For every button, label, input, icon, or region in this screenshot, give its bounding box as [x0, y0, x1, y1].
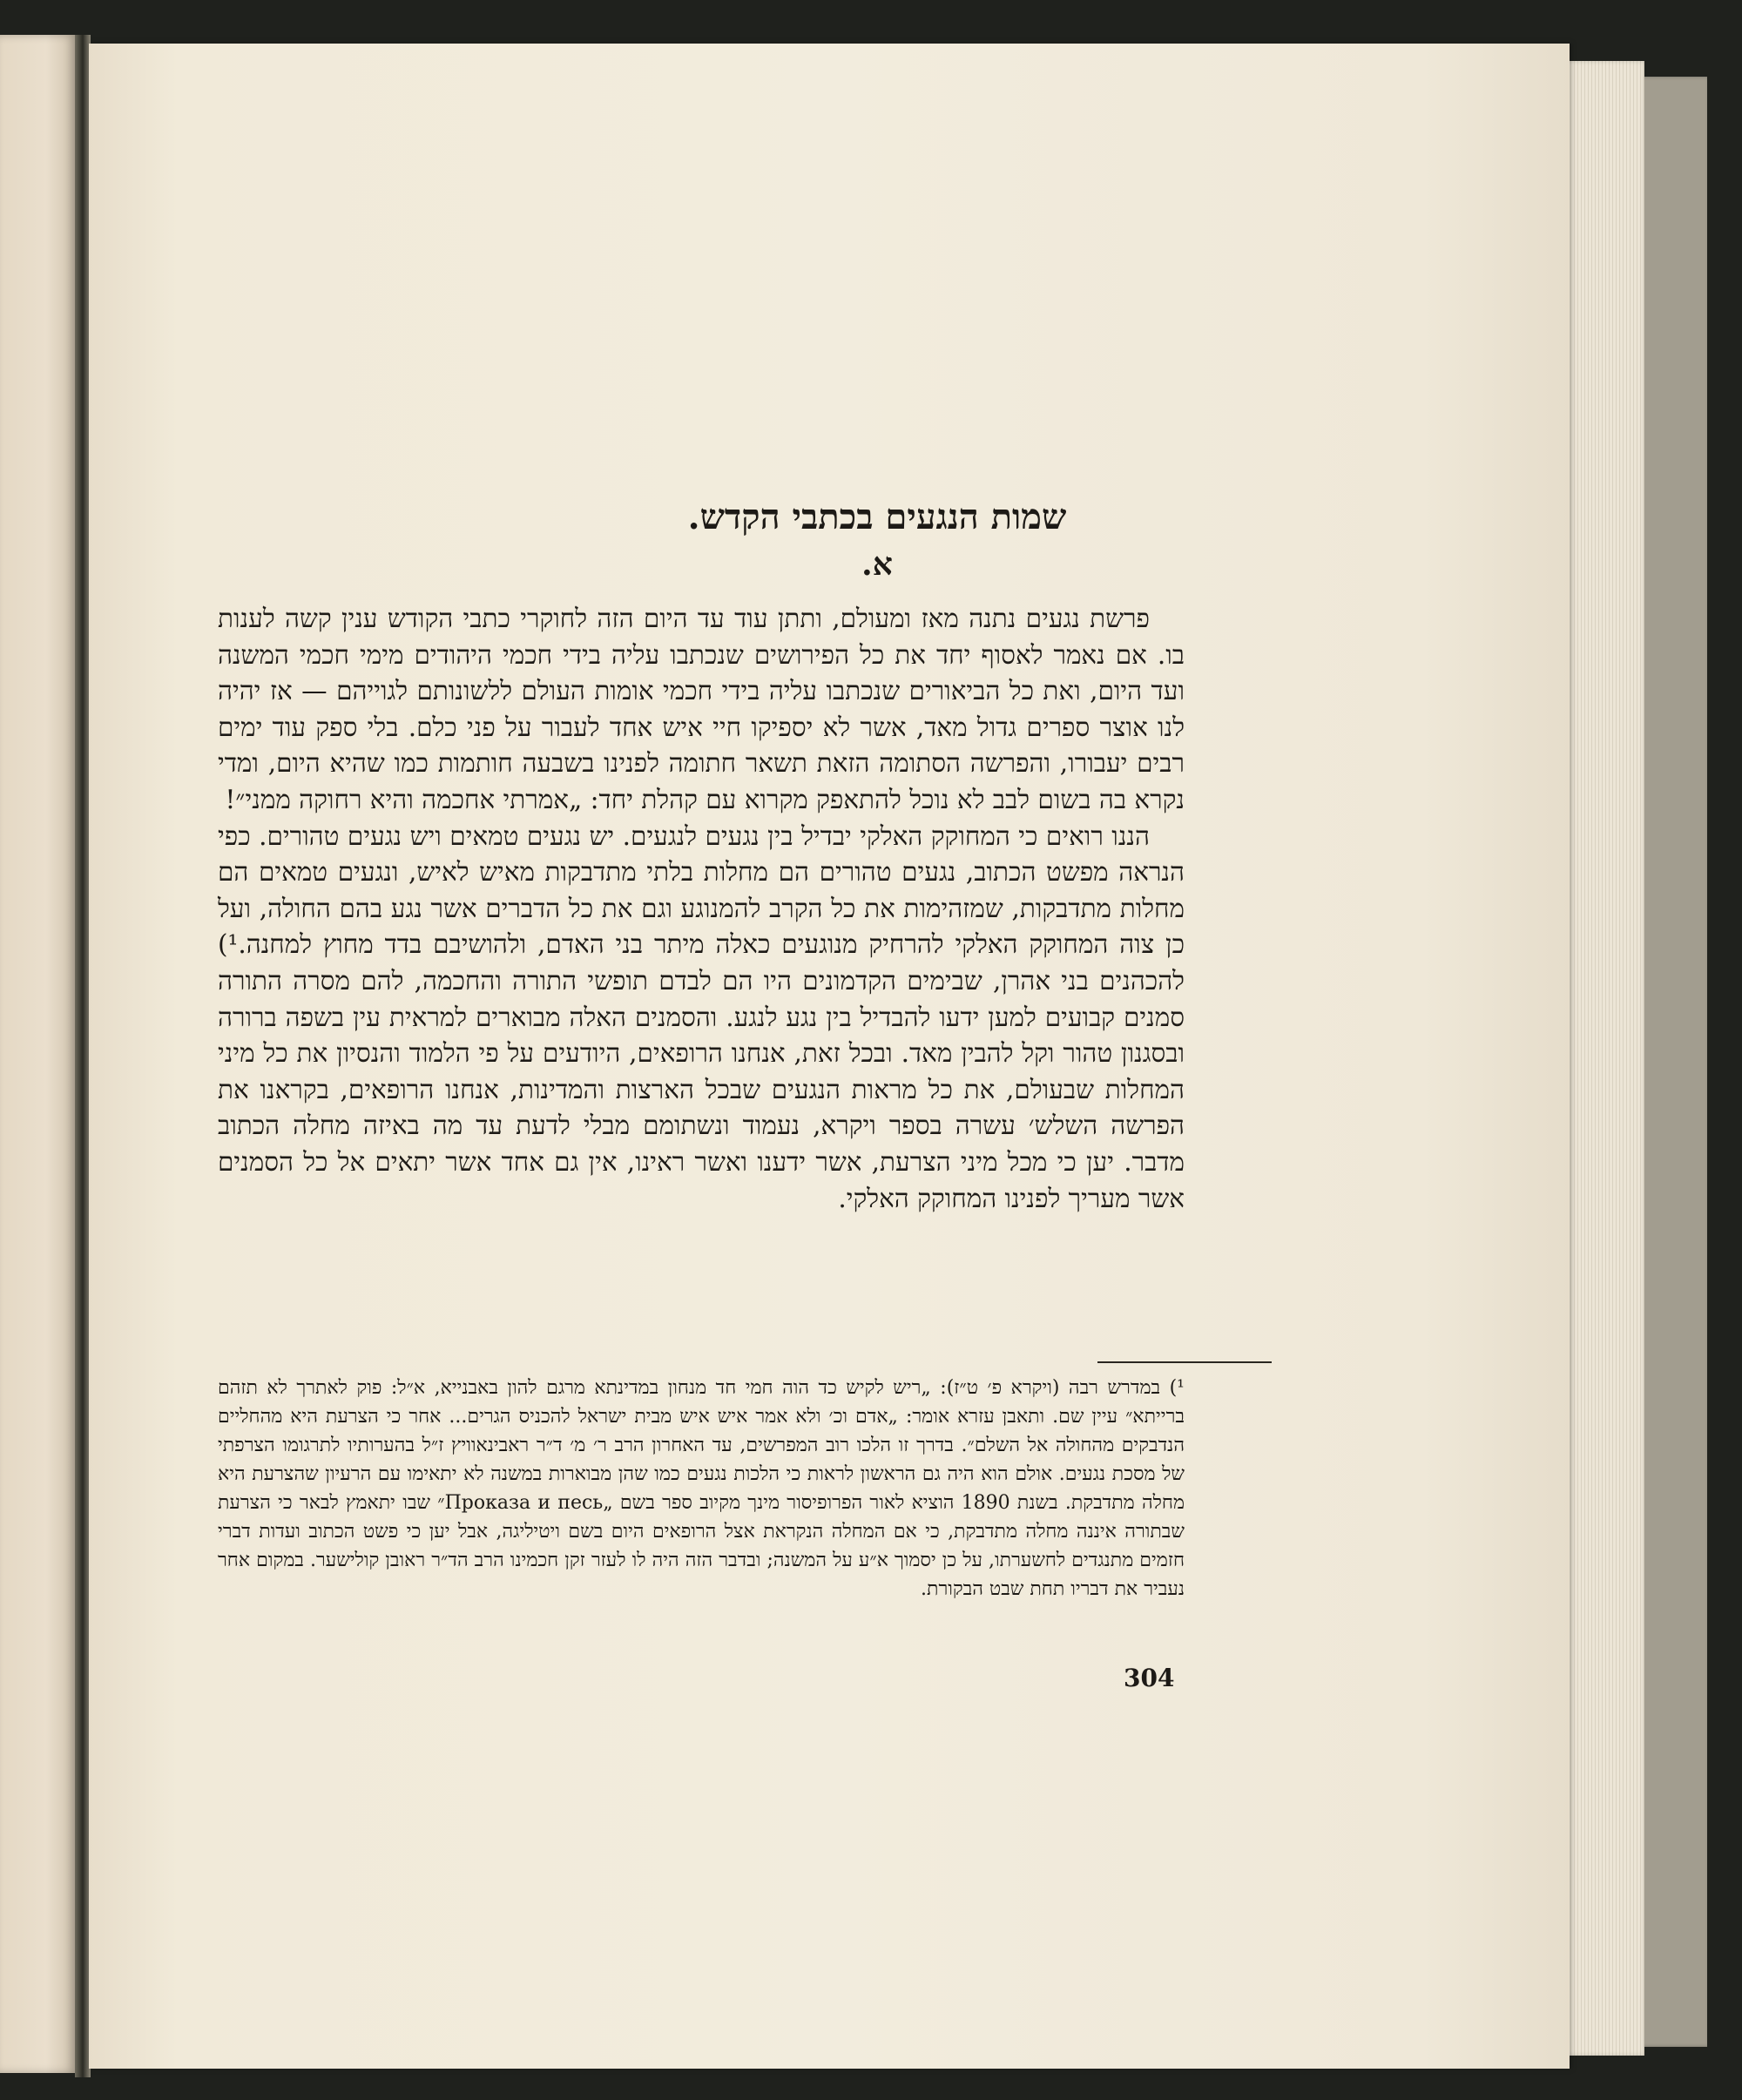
- footnote-text: ¹) במדרש רבה (ויקרא פ׳ ט״ז): „ריש לקיש כד הוה חמי חד מנחון במדינתא מרגם להון באבנייא, א״ל: פוק לאתרך לא תזהם ברייתא״ עיין שם. ותאבן עזרא אומר: „אדם וכ׳ ולא אמר איש איש מבית ישראל להכניס הגרים... אחר כי הצרעת היא מהחליים הנדבקים מהחולה אל השלם״. בדרך זו הלכו רוב המפרשים, עד האחרון הרב ר׳ מ׳ ד״ר ראבינאוויץ ז״ל בהערותיו לתרגומו הצרפתי של מסכת נגעים. אולם הוא היה גם הראשון לראות כי הלכות נגעים כמו שהן מבוארות במשנה לא יתאימו עם הרעיון שהצרעת היא מחלה מתדבקת. בשנת 1890 הוציא לאור הפרופיסור מינך מקיוב ספר בשם „Проказа и песь״ שבו יתאמץ לבאר כי הצרעת שבתורה איננה מחלה מתדבקת, כי אם המחלה הנקראת אצל הרופאים היום בשם ויטיליגה, אבל יען כי פשט הכתוב ועדות דברי חזמים מתנגדים לחשערתו, על כן יסמוך א״ע על המשנה; ובדבר הזה היה לו לעזר זקן חכמינו הרב הד״ר ראובן קולישער. במקום אחר נעביר את דבריו תחת שבט הבקורת.: [218, 1377, 1185, 1600]
- footnote: [218, 1374, 1185, 1604]
- page-fore-edge: [1561, 61, 1644, 2056]
- body-text: [218, 601, 1185, 1217]
- page-title: שמות הנגעים בכתבי הקדש.: [687, 496, 1067, 537]
- section-heading: א.: [861, 546, 893, 583]
- cover-board: [1637, 77, 1707, 2047]
- paragraph-2: הננו רואים כי המחוקק האלקי יבדיל בין נגעים לנגעים. יש נגעים טמאים ויש נגעים טהורים. כפי הנראה מפשט הכתוב, נגעים טהורים הם מחלות בלתי מתדבקות מאיש לאיש, ונגעים טמאים הם מחלות מתדבקות, שמזהימות את כל הקרב להמנוגע וגם את כל הדברים אשר נגע בהם החולה, ועל כן צוה המחוקק האלקי להרחיק מנוגעים כאלה מיתר בני האדם, ולהושיבם בדד מחוץ למחנה.¹) להכהנים בני אהרן, שבימים הקדמונים היו הם לבדם תופשי התורה והחכמה, להם מסרה התורה סמנים קבועים למען ידעו להבדיל בין נגע לנגע. והסמנים האלה מבוארים למראית עין בשפה ברורה ובסגנון טהור וקל להבין מאד. ובכל זאת, אנחנו הרופאים, היודעים על פי הלמוד והנסיון את כל מיני המחלות שבעולם, את כל מראות הנגעים שבכל הארצות והמדינות, אנחנו הרופאים, בקראנו את הפרשה השלש׳ עשרה בספר ויקרא, נעמוד ונשתומם מבלי לדעת עד מה באיזה מחלה הכתוב מדבר. יען כי מכל מיני הצרעת, אשר ידענו ואשר ראינו, אין גם אחד אשר יתאים אל כל הסמנים אשר מעריך לפנינו המחוקק האלקי.: [218, 820, 1185, 1213]
- page-number: 304: [1124, 1664, 1175, 1692]
- paragraph-1: פרשת נגעים נתנה מאז ומעולם, ותתן עוד עד היום הזה לחוקרי כתבי הקודש ענין קשה לענות בו. אם נאמר לאסוף יחד את כל הפירושים שנכתבו עליה בידי חכמי היהודים מימי חכמי המשנה ועד היום, ואת כל הביאורים שנכתבו עליה בידי חכמי אומות העולם ללשונותם לגוייהם — אז יהיה לנו אוצר ספרים גדול מאד, אשר לא יספיקו חיי איש אחד לעבור על פני כלם. בלי ספק עוד ימים רבים יעבורו, והפרשה הסתומה הזאת תשאר חתומה לפנינו בשבעה חותמות כמו שהיא היום, ומדי נקרא בה בשום לבב לא נוכל להתאפק מקרוא עם קהלת יחד: „אמרתי אחכמה והיא רחוקה ממני״!: [218, 604, 1185, 814]
- book-page: [89, 44, 1570, 2069]
- previous-page-edge: [0, 35, 77, 2073]
- footnote-divider: [1097, 1361, 1272, 1363]
